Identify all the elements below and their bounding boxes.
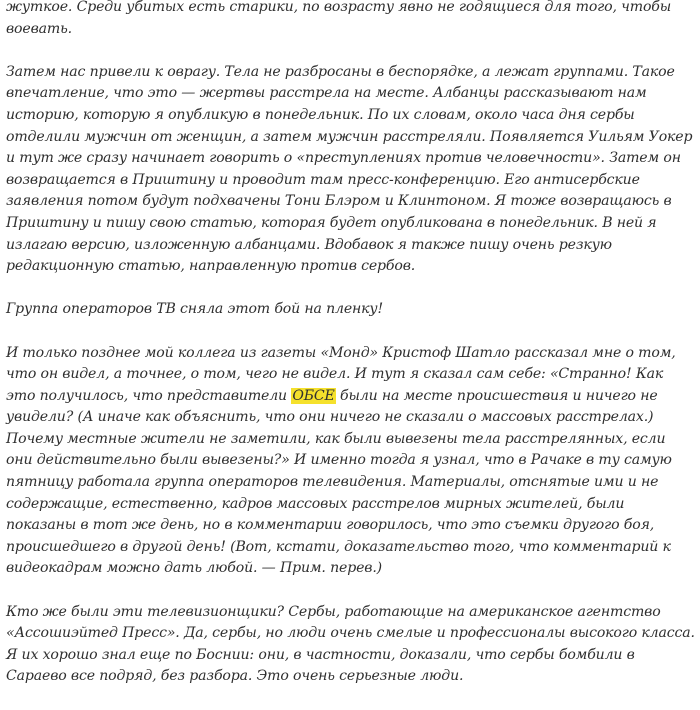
paragraph-4-before: И только позднее мой коллега из газеты «Монд» Кристоф Шатло рассказал мне о том, что он видел, а точнее, о том, чего не видел. И тут я сказал сам себе: «Странно! Как это получилось, что представители — [6, 344, 676, 404]
paragraph-1: жуткое. Среди убитых есть старики, по возрасту явно не годящиеся для того, чтобы воевать. — [6, 0, 672, 37]
article-body — [6, 0, 696, 710]
paragraph-5: Кто же были эти телевизионщики? Сербы, работающие на американское агентство «Ассошиэйтед Пресс». Да, сербы, но люди очень смелые и профессионалы высокого класса. Я их хорошо знал еще по Боснии: они, в частности, доказали, что сербы бомбили в Сараево все подряд, без разбора. Это очень серьезные люди. — [6, 603, 695, 685]
highlighted-term: ОБСЕ — [292, 387, 335, 404]
paragraph-2: Затем нас привели к оврагу. Тела не разбросаны в беспорядке, а лежат группами. Такое впечатление, что это — жертвы расстрела на месте. Албанцы рассказывают нам историю, которую я опубликую в понедельник. По их словам, около часа дня сербы отделили мужчин от женщин, а затем мужчин расстреляли. Появляется Уильям Уокер и тут же сразу начинает говорить о «преступлениях против человечности». Затем он возвращается в Приштину и проводит там пресс-конференцию. Его антисербские заявления потом будут подхвачены Тони Блэром и Клинтоном. Я тоже возвращаюсь в Приштину и пишу свою статью, которая будет опубликована в понедельник. В ней я излагаю версию, изложенную албанцами. Вдобавок я также пишу очень резкую редакционную статью, направленную против сербов. — [6, 63, 693, 275]
paragraph-3: Группа операторов ТВ сняла этот бой на пленку! — [6, 301, 383, 318]
paragraph-4-after: были на месте происшествия и ничего не увидели? (А иначе как объяснить, что они ничего не сказали о массовых расстрелах.) Почему местные жители не заметили, как были вывезены тела расстрелянных, если они действительно были вывезены?» И именно тогда я узнал, что в Рачаке в ту самую пятницу работала группа операторов телевидения. Материалы, отснятые ими и не содержащие, естественно, кадров массовых расстрелов мирных жителей, были показаны в тот же день, но в комментарии говорилось, что это съемки другого боя, происшедшего в другой день! (Вот, кстати, доказательство того, что комментарий к видеокадрам можно дать любой. — Прим. перев.) — [6, 387, 672, 577]
paragraph-4 — [6, 343, 696, 581]
